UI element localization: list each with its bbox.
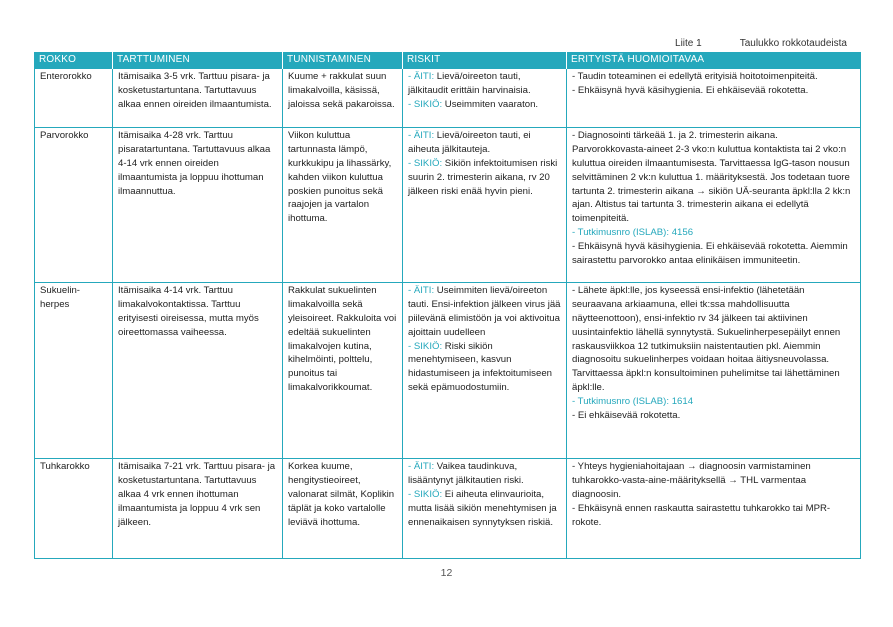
line-text: - Ehkäisynä hyvä käsihygienia. Ei ehkäisevää rokotetta. [572,84,809,96]
table-header-row [35,52,861,68]
notes-line [572,409,855,423]
transmission-cell: Itämisaika 4-14 vrk. Tarttuu limakalvokontaktissa. Tarttuu erityisesti oireisessa, mutta myös oireettomassa vaiheessa. [113,282,283,458]
line-text: - Yhteys hygieniahoitajaan → diagnoosin varmistaminen tuhkarokko-vasta-aine-määrityksellä → THL varmentaa diagnoosin. [572,460,811,500]
risks-line [408,157,561,199]
highlight-label: - ÄITI: [408,129,435,141]
appendix-label: Liite 1 [675,38,702,49]
highlight-label: - ÄITI: [408,284,435,296]
notes-cell [567,282,861,458]
notes-cell [567,68,861,127]
notes-line [572,240,855,268]
notes-line [572,226,855,240]
risks-cell [403,458,567,558]
highlight-label: - ÄITI: [408,70,435,82]
line-text: Sikiön infektoitumisen riski suurin 2. trimesterin aikana, rv 20 jälkeen riski enää hyvin pieni. [408,157,558,197]
line-text: - Taudin toteaminen ei edellytä erityisiä hoitotoimenpiteitä. [572,70,818,82]
notes-line [572,460,855,502]
column-header: ERITYISTÄ HUOMIOITAVAA [567,52,861,68]
line-text: Ei aiheuta elinvaurioita, mutta lisää sikiön menehtymisen ja ennenaikaisen synnytyksen riskiä. [408,488,557,528]
risks-line [408,129,561,157]
line-text: - Ehkäisynä ennen raskautta sairastettu tuhkarokko tai MPR-rokote. [572,502,831,528]
risks-line [408,70,561,98]
notes-line [572,284,855,395]
column-header: ROKKO [35,52,113,68]
highlight-label: - Tutkimusnro (ISLAB): 4156 [572,227,694,239]
transmission-cell: Itämisaika 3-5 vrk. Tarttuu pisara- ja kosketustartuntana. Tartuttavuus alkaa ennen oireiden ilmaantumista. [113,68,283,127]
recognition-cell: Kuume + rakkulat suun limakalvoilla, käsissä, jaloissa sekä pakaroissa. [283,68,403,127]
disease-name-cell: Parvorokko [35,127,113,282]
line-text: - Lähete äpkl:lle, jos kyseessä ensi-infektio (lähetetään seuraavana arkiaamuna, ellei tk:ssa mahdollisuutta näytteenottoon), ensi-infektio rv 34 jälkeen tai aktiivinen uusintainfektio lähellä synnytystä. Sukuelinherpesepäilyt ennen raskausviikkoa 12 tutkimuksiin naistentautien pkl. Aiemmin diagnosoitu sukuelinherpes voidaan hoitaa äitiysneuvolassa. Tarvittaessa äpkl:n konsultoiminen puhelimitse tai lähettäminen äpkl:lle. [572,284,841,394]
table-row [35,458,861,558]
line-text: - Diagnosointi tärkeää 1. ja 2. trimesterin aikana. Parvorokkovasta-aineet 2-3 vko:n kuluttua kontaktista tai 2 vko:n kuluttua oireiden ilmaantumisesta. Tarvittaessa IgG-tason nousun selvittäminen 2 vk:n kuluttua 1. määrityksestä. Jos todetaan tuore tartunta 2. trimesterin aikana → sikiön UÄ-seuranta äpkl:lla 2 kk:n ajan. Altistus tai tartunta 3. trimesterin aikana ei edellytä toimenpiteitä. [572,129,851,225]
line-text: Vaikea taudinkuva, lisääntynyt jälkitautien riski. [408,460,524,486]
table-row [35,127,861,282]
transmission-cell: Itämisaika 4-28 vrk. Tarttuu pisaratartuntana. Tartuttavuus alkaa 4-14 vrk ennen oireiden ilmaantumista ja loppuu ihottuman ilmaannuttua. [113,127,283,282]
table-row [35,68,861,127]
risks-line [408,488,561,530]
risks-cell [403,68,567,127]
risks-line [408,284,561,340]
page-number: 12 [440,567,453,579]
risks-line [408,340,561,396]
highlight-label: - ÄITI: [408,460,435,472]
highlight-label: - SIKIÖ: [408,157,443,169]
notes-line [572,395,855,409]
table-row [35,282,861,458]
disease-table [34,52,861,559]
line-text: - Ehkäisynä hyvä käsihygienia. Ei ehkäisevää rokotetta. Aiemmin sairastettu parvorokko antaa elinikäisen immuniteetin. [572,241,848,267]
column-header: RISKIT [403,52,567,68]
recognition-cell: Rakkulat sukuelinten limakalvoilla sekä yleisoireet. Rakkuloita voi edeltää sukuelinten limakalvojen kutina, kihelmöinti, polttelu, punoitus tai limakalvorikkoumat. [283,282,403,458]
line-text: Lievä/oireeton tauti, ei aiheuta jälkitauteja. [408,129,531,155]
disease-name-cell: Sukuelin-herpes [35,282,113,458]
highlight-label: - SIKIÖ: [408,98,443,110]
recognition-cell: Viikon kuluttua tartunnasta lämpö, kurkkukipu ja lihassärky, kahden viikon kuluttua poskien punoitus sekä raajojen ja vartalon ihottuma. [283,127,403,282]
notes-cell [567,458,861,558]
line-text: Lievä/oireeton tauti, jälkitaudit erittäin harvinaisia. [408,70,531,96]
recognition-cell: Korkea kuume, hengitystieoireet, valonarat silmät, Koplikin täplät ja koko vartalolle leviävä ihottuma. [283,458,403,558]
notes-cell [567,127,861,282]
document-title: Taulukko rokkotaudeista [739,38,847,49]
highlight-label: - SIKIÖ: [408,340,443,352]
column-header: TUNNISTAMINEN [283,52,403,68]
highlight-label: - SIKIÖ: [408,488,443,500]
column-header: TARTTUMINEN [113,52,283,68]
risks-cell [403,282,567,458]
line-text: Useimmiten lievä/oireeton tauti. Ensi-infektion jälkeen virus jää piilevänä elimistöön ja voi aktivoitua ajoittain uudelleen [408,284,561,338]
disease-name-cell: Tuhkarokko [35,458,113,558]
disease-name-cell: Enterorokko [35,68,113,127]
line-text: - Ei ehkäisevää rokotetta. [572,410,681,422]
notes-line [572,70,855,84]
line-text: Riski sikiön menehtymiseen, kasvun hidastumiseen ja infektoitumiseen sekä epämuodostumiin. [408,340,552,394]
risks-line [408,460,561,488]
line-text: Useimmiten vaaraton. [442,98,539,110]
transmission-cell: Itämisaika 7-21 vrk. Tarttuu pisara- ja kosketustartuntana. Tartuttavuus alkaa 4 vrk ennen ihottuman ilmaantumista ja loppuu 4 vrk sen jälkeen. [113,458,283,558]
risks-cell [403,127,567,282]
notes-line [572,129,855,226]
highlight-label: - Tutkimusnro (ISLAB): 1614 [572,396,694,408]
notes-line [572,502,855,530]
notes-line [572,84,855,98]
risks-line [408,98,561,112]
page-header [675,38,847,49]
